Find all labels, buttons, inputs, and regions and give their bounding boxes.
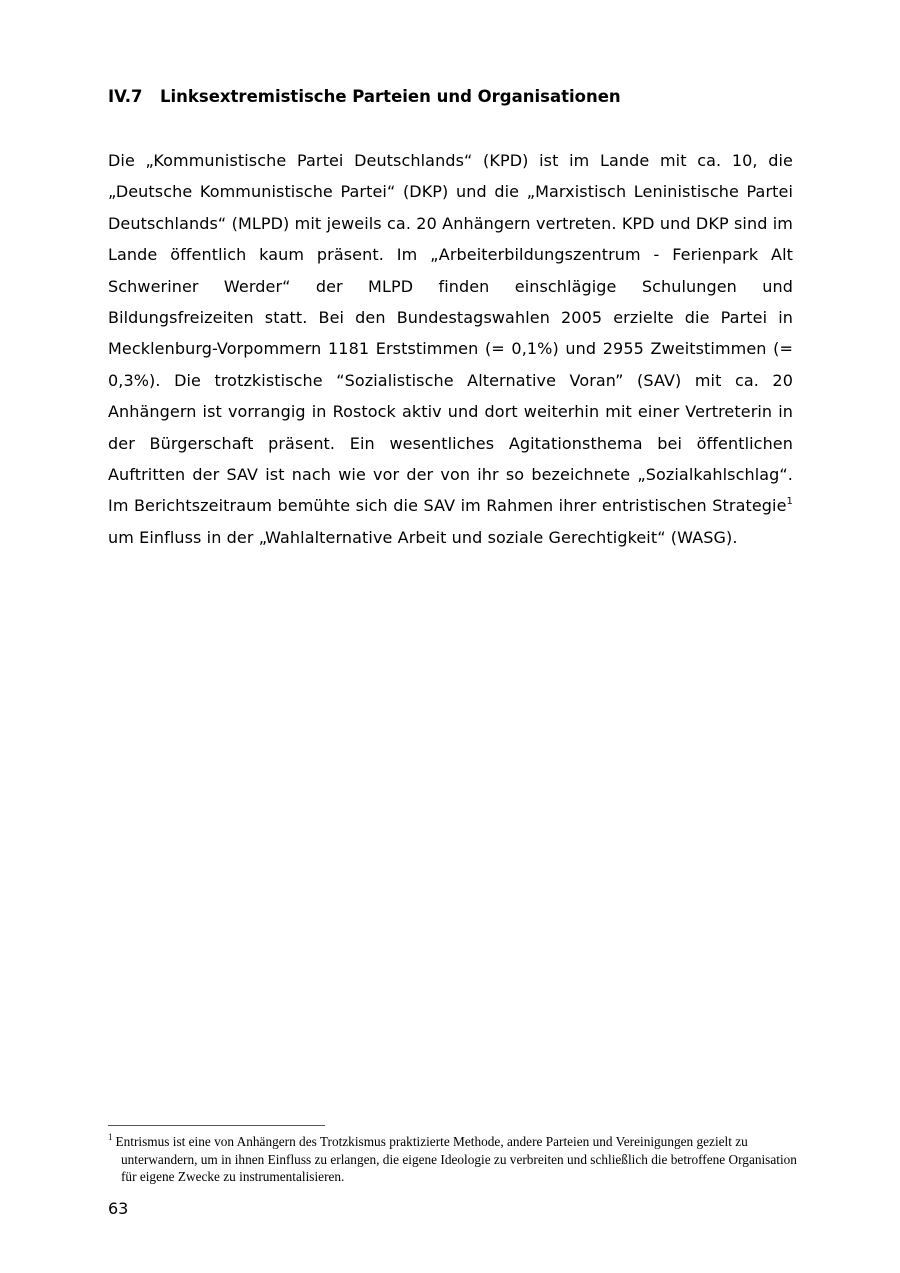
section-heading: [108, 86, 798, 108]
section-title: Linksextremistische Parteien und Organisationen: [160, 87, 621, 106]
section-number: IV.7: [108, 87, 143, 106]
body-paragraph: [108, 145, 793, 553]
footnote: [108, 1133, 811, 1186]
footnote-reference[interactable]: 1: [786, 496, 793, 508]
footnote-marker: 1: [108, 1131, 113, 1142]
body-text-end: um Einfluss in der „Wahlalternative Arbeit und soziale Gerechtigkeit“ (WASG).: [108, 527, 738, 547]
page-number: 63: [108, 1199, 129, 1218]
footnote-text: Entrismus ist eine von Anhängern des Trotzkismus praktizierte Methode, andere Parteien und Vereinigungen gezielt zu unterwandern, um in ihnen Einfluss zu erlangen, die eigene Ideologie zu verbreiten und schließlich die betroffene Organisation für eigene Zwecke zu instrumentalisieren.: [115, 1134, 797, 1184]
body-text-main: Die „Kommunistische Partei Deutschlands“ (KPD) ist im Lande mit ca. 10, die „Deutsche Kommunistische Partei“ (DKP) und die „Marxistisch Leninistische Partei Deutschlands“ (MLPD) mit jeweils ca. 20 Anhängern vertreten. KPD und DKP sind im Lande öffentlich kaum präsent. Im „Arbeiterbildungszentrum - Ferienpark Alt Schweriner Werder“ der MLPD finden einschlägige Schulungen und Bildungsfreizeiten statt. Bei den Bundestagswahlen 2005 erzielte die Partei in Mecklenburg-Vorpommern 1181 Erststimmen (= 0,1%) und 2955 Zweitstimmen (= 0,3%). Die trotzkistische “Sozialistische Alternative Voran” (SAV) mit ca. 20 Anhängern ist vorrangig in Rostock aktiv und dort weiterhin mit einer Vertreterin in der Bürgerschaft präsent. Ein wesentliches Agitationsthema bei öffentlichen Auftritten der SAV ist nach wie vor der von ihr so bezeichnete „Sozialkahlschlag“. Im Berichtszeitraum bemühte sich die SAV im Rahmen ihrer entristischen Strategie: [108, 151, 793, 516]
footnote-separator: [108, 1125, 325, 1126]
